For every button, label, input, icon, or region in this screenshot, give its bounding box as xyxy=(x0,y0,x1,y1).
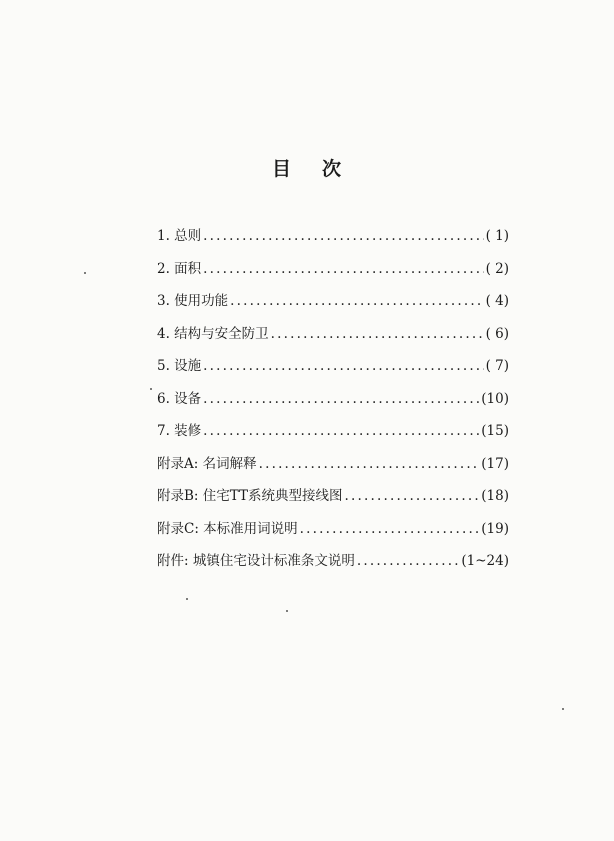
toc-entry-label: 2. 面积 xyxy=(157,260,202,277)
toc-entry-page: (15) xyxy=(481,423,509,439)
toc-entry-page: ( 4) xyxy=(485,293,509,309)
toc-entry-label: 附件: 城镇住宅设计标准条文说明 xyxy=(157,553,355,569)
leader-dots xyxy=(345,488,480,504)
leader-dots xyxy=(203,261,483,277)
leader-dots xyxy=(259,456,480,472)
toc-entry-label: 5. 设施 xyxy=(157,358,202,374)
toc-entry-page: ( 1) xyxy=(485,228,509,244)
toc-entry-page: (19) xyxy=(481,520,509,537)
toc-entry-page: ( 7) xyxy=(485,358,509,374)
toc-entry-appendix-c[interactable] xyxy=(157,517,509,550)
toc-entry-page: (10) xyxy=(481,390,509,407)
toc-entry-page: ( 2) xyxy=(485,260,509,277)
scan-speck xyxy=(562,708,564,710)
page-title xyxy=(0,154,614,181)
toc-entry-7[interactable] xyxy=(157,419,509,452)
toc-entry-5[interactable] xyxy=(157,354,509,387)
toc-entry-page: (1~24) xyxy=(461,553,509,569)
toc-entry-4[interactable] xyxy=(157,322,509,355)
title-char-2: 次 xyxy=(322,158,343,180)
leader-dots xyxy=(203,228,483,244)
toc-entry-label: 7. 装修 xyxy=(157,423,202,439)
toc-entry-label: 1. 总则 xyxy=(157,228,202,244)
table-of-contents xyxy=(157,224,509,582)
toc-entry-page: (17) xyxy=(481,455,509,472)
toc-entry-label: 附录C: 本标准用词说明 xyxy=(157,520,298,537)
title-char-1: 目 xyxy=(271,158,292,180)
leader-dots xyxy=(203,423,479,439)
toc-entry-6[interactable] xyxy=(157,387,509,420)
scan-speck xyxy=(84,272,86,274)
leader-dots xyxy=(271,326,484,342)
toc-entry-label: 6. 设备 xyxy=(157,390,202,407)
scan-speck xyxy=(286,610,288,612)
leader-dots xyxy=(230,293,483,309)
scan-speck xyxy=(150,388,152,390)
toc-entry-label: 附录A: 名词解释 xyxy=(157,455,257,472)
leader-dots xyxy=(203,391,479,407)
toc-entry-3[interactable] xyxy=(157,289,509,322)
leader-dots xyxy=(357,553,460,569)
toc-entry-label: 4. 结构与安全防卫 xyxy=(157,325,269,342)
leader-dots xyxy=(300,521,480,537)
toc-entry-label: 3. 使用功能 xyxy=(157,293,229,309)
toc-entry-appendix-b[interactable] xyxy=(157,484,509,517)
toc-entry-appendix-a[interactable] xyxy=(157,452,509,485)
leader-dots xyxy=(203,358,483,374)
toc-entry-label: 附录B: 住宅TT系统典型接线图 xyxy=(157,488,343,504)
toc-entry-page: (18) xyxy=(481,488,509,504)
toc-entry-page: ( 6) xyxy=(485,325,509,342)
toc-entry-2[interactable] xyxy=(157,257,509,290)
toc-entry-1[interactable] xyxy=(157,224,509,257)
toc-entry-attachment[interactable] xyxy=(157,549,509,582)
scan-speck xyxy=(186,598,188,600)
